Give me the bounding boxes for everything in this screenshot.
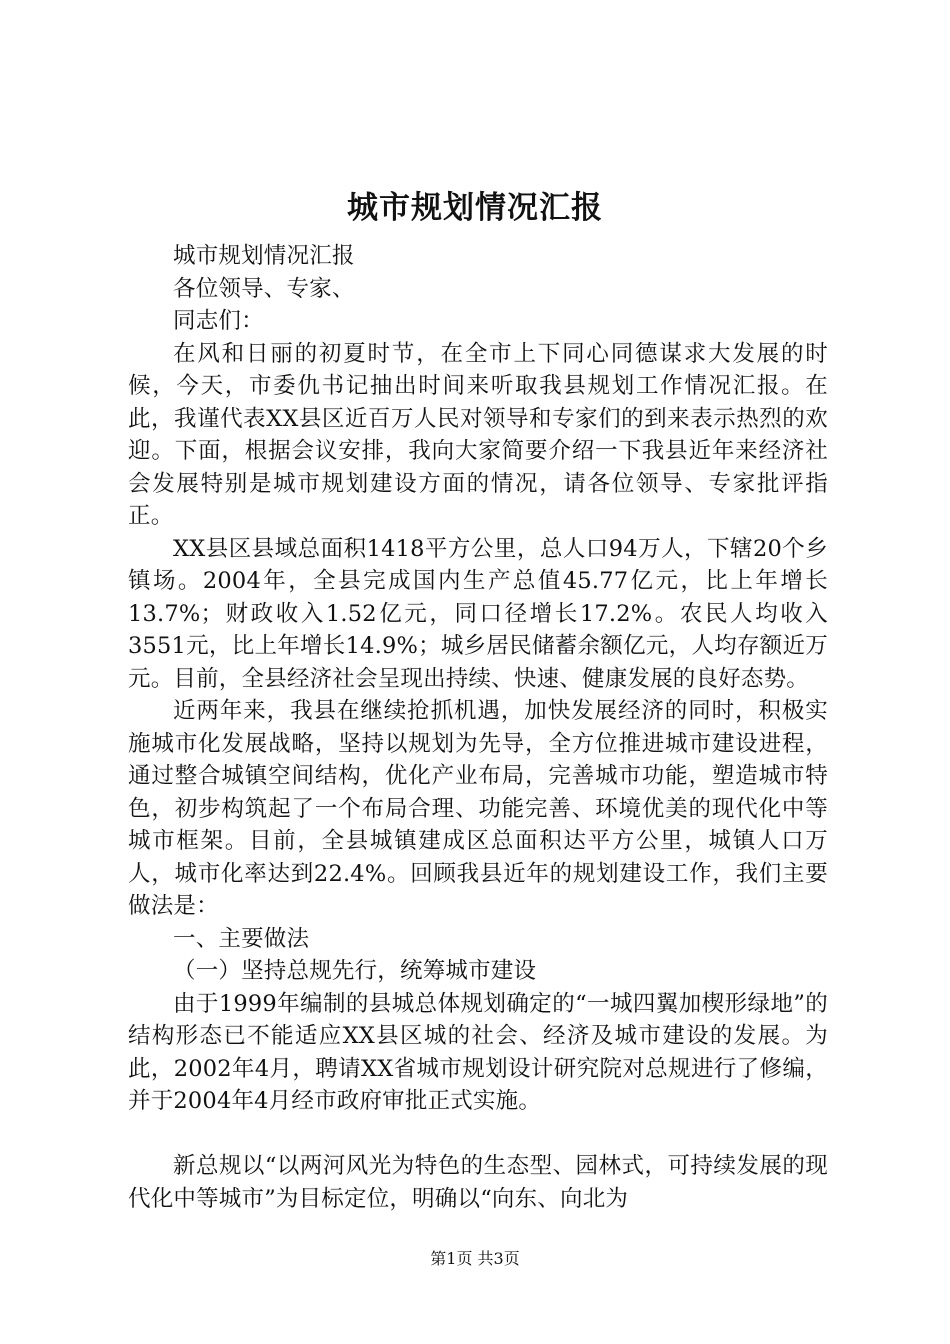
document-title: 城市规划情况汇报 [347, 190, 603, 226]
subsection-heading: （一）坚持总规先行，统筹城市建设 [173, 958, 537, 984]
paragraph-master-plan: 由于1999年编制的县城总体规划确定的“一城四翼加楔形绿地”的结构形态已不能适应XX县区城的社会、经济及城市建设的发展。为此，2002年4月，聘请XX省城市规划设计研究院对总规进行了修编，并于2004年4月经市政府审批正式实施。 [128, 990, 828, 1114]
section-heading: 一、主要做法 [173, 925, 310, 952]
paragraph-county-overview: XX县区县域总面积1418平方公里，总人口94万人，下辖20个乡镇场。2004年，全县完成国内生产总值45.77亿元，比上年增长13.7%；财政收入1.52亿元，同口径增长17.2%。农民人均收入3551元，比上年增长14.9%；城乡居民储蓄余额亿元，人均存额近万元。目前，全县经济社会呈现出持续、快速、健康发展的良好态势。 [128, 535, 828, 692]
paragraph-new-plan: 新总规以“以两河风光为特色的生态型、园林式，可持续发展的现代化中等城市”为目标定位，明确以“向东、向北为 [128, 1153, 828, 1212]
paragraph-intro: 在风和日丽的初夏时节，在全市上下同心同德谋求大发展的时候，今天，市委仇书记抽出时间来听取我县规划工作情况汇报。在此，我谨代表XX县区近百万人民对领导和专家们的到来表示热烈的欢迎。下面，根据会议安排，我向大家简要介绍一下我县近年来经济社会发展特别是城市规划建设方面的情况，请各位领导、专家批评指正。 [128, 340, 828, 529]
paragraph-salutation-1: 各位领导、专家、 [173, 275, 355, 302]
paragraph-urbanization: 近两年来，我县在继续抢抓机遇，加快发展经济的同时，积极实施城市化发展战略，坚持以规划为先导，全方位推进城市建设进程，通过整合城镇空间结构，优化产业布局，完善城市功能，塑造城市特色，初步构筑起了一个布局合理、功能完善、环境优美的现代化中等城市框架。目前，全县城镇建成区总面积达平方公里，城镇人口万人，城市化率达到22.4%。回顾我县近年的规划建设工作，我们主要做法是： [128, 698, 828, 919]
paragraph-salutation-2: 同志们： [173, 308, 264, 334]
page-footer: 第1页 共3页 [430, 1249, 520, 1268]
document-body [128, 240, 828, 1215]
paragraph-subtitle: 城市规划情况汇报 [173, 243, 355, 269]
